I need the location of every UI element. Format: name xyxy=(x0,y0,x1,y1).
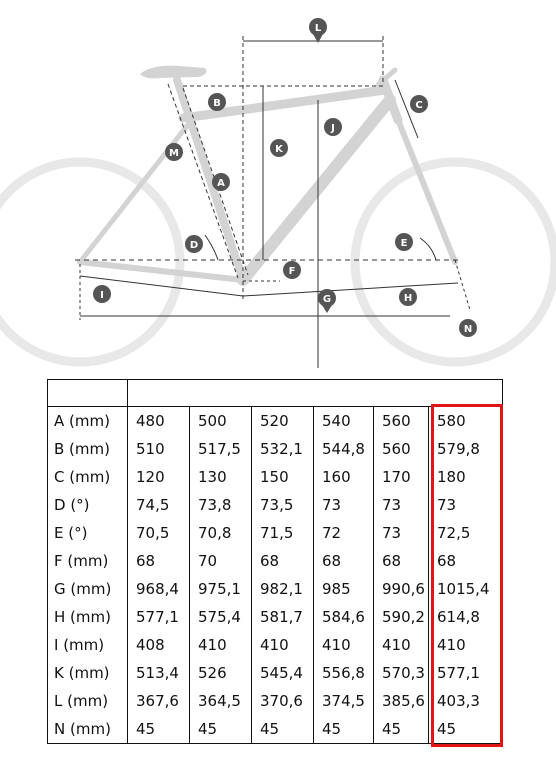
table-row xyxy=(48,547,503,575)
table-row xyxy=(48,491,503,519)
value-cell: 71,5 xyxy=(252,519,314,547)
value-cell: 570,3 xyxy=(374,659,429,687)
value-cell: 68 xyxy=(128,547,190,575)
marker-B xyxy=(208,93,226,111)
value-cell: 74,5 xyxy=(128,491,190,519)
svg-text:K: K xyxy=(275,144,283,155)
row-label: G (mm) xyxy=(48,575,128,603)
marker-F xyxy=(283,261,301,279)
value-cell: 526 xyxy=(190,659,252,687)
value-cell: 982,1 xyxy=(252,575,314,603)
value-cell: 45 xyxy=(252,715,314,744)
row-label: D (°) xyxy=(48,491,128,519)
value-cell: 410 xyxy=(429,631,503,659)
table-row xyxy=(48,603,503,631)
table-row xyxy=(48,631,503,659)
value-cell: 480 xyxy=(128,407,190,436)
row-label: E (°) xyxy=(48,519,128,547)
value-cell: 560 xyxy=(374,435,429,463)
svg-text:G: G xyxy=(322,294,332,305)
svg-text:E: E xyxy=(400,238,408,249)
marker-I xyxy=(93,285,111,303)
value-cell: 70 xyxy=(190,547,252,575)
value-cell: 73,8 xyxy=(190,491,252,519)
marker-J xyxy=(324,118,342,136)
value-cell: 73 xyxy=(429,491,503,519)
marker-M xyxy=(165,143,183,161)
svg-text:B: B xyxy=(213,98,221,109)
row-label: C (mm) xyxy=(48,463,128,491)
value-cell: 45 xyxy=(128,715,190,744)
value-cell: 364,5 xyxy=(190,687,252,715)
marker-D xyxy=(185,235,203,253)
marker-G xyxy=(318,289,336,313)
value-cell: 577,1 xyxy=(429,659,503,687)
svg-text:A: A xyxy=(217,178,225,189)
table-row xyxy=(48,435,503,463)
value-cell: 584,6 xyxy=(314,603,374,631)
value-cell: 513,4 xyxy=(128,659,190,687)
value-cell: 170 xyxy=(374,463,429,491)
svg-text:D: D xyxy=(189,240,199,251)
svg-text:H: H xyxy=(403,293,413,304)
value-cell: 45 xyxy=(374,715,429,744)
row-label: A (mm) xyxy=(48,407,128,436)
value-cell: 540 xyxy=(314,407,374,436)
value-cell: 500 xyxy=(190,407,252,436)
svg-text:M: M xyxy=(169,148,179,159)
value-cell: 45 xyxy=(190,715,252,744)
value-cell: 73 xyxy=(374,519,429,547)
value-cell: 370,6 xyxy=(252,687,314,715)
value-cell: 68 xyxy=(252,547,314,575)
value-cell: 517,5 xyxy=(190,435,252,463)
value-cell: 510 xyxy=(128,435,190,463)
row-label: H (mm) xyxy=(48,603,128,631)
row-label: K (mm) xyxy=(48,659,128,687)
value-cell: 577,1 xyxy=(128,603,190,631)
value-cell: 410 xyxy=(314,631,374,659)
table-row xyxy=(48,659,503,687)
down-tube xyxy=(243,100,390,280)
value-cell: 120 xyxy=(128,463,190,491)
value-cell: 150 xyxy=(252,463,314,491)
row-label: I (mm) xyxy=(48,631,128,659)
value-cell: 590,2 xyxy=(374,603,429,631)
value-cell: 545,4 xyxy=(252,659,314,687)
value-cell: 410 xyxy=(252,631,314,659)
value-cell: 68 xyxy=(374,547,429,575)
value-cell: 1015,4 xyxy=(429,575,503,603)
value-cell: 385,6 xyxy=(374,687,429,715)
value-cell: 581,7 xyxy=(252,603,314,631)
value-cell: 985 xyxy=(314,575,374,603)
marker-C xyxy=(410,95,428,113)
value-cell: 73 xyxy=(314,491,374,519)
table-row xyxy=(48,687,503,715)
value-cell: 68 xyxy=(314,547,374,575)
value-cell: 73,5 xyxy=(252,491,314,519)
header-cell-sizes xyxy=(128,380,503,407)
marker-N xyxy=(459,319,477,337)
value-cell: 160 xyxy=(314,463,374,491)
value-cell: 532,1 xyxy=(252,435,314,463)
value-cell: 408 xyxy=(128,631,190,659)
marker-L xyxy=(309,18,327,43)
bike-geometry-diagram xyxy=(0,0,556,372)
row-label: L (mm) xyxy=(48,687,128,715)
table-row xyxy=(48,575,503,603)
svg-text:L: L xyxy=(314,23,322,34)
value-cell: 45 xyxy=(314,715,374,744)
value-cell: 72,5 xyxy=(429,519,503,547)
marker-A xyxy=(212,173,230,191)
marker-E xyxy=(395,233,413,251)
value-cell: 544,8 xyxy=(314,435,374,463)
value-cell: 367,6 xyxy=(128,687,190,715)
value-cell: 72 xyxy=(314,519,374,547)
value-cell: 975,1 xyxy=(190,575,252,603)
value-cell: 575,4 xyxy=(190,603,252,631)
svg-text:N: N xyxy=(463,324,473,335)
table-row xyxy=(48,519,503,547)
value-cell: 990,6 xyxy=(374,575,429,603)
value-cell: 968,4 xyxy=(128,575,190,603)
marker-H xyxy=(399,288,417,306)
value-cell: 73 xyxy=(374,491,429,519)
value-cell: 579,8 xyxy=(429,435,503,463)
value-cell: 410 xyxy=(190,631,252,659)
value-cell: 614,8 xyxy=(429,603,503,631)
row-label: B (mm) xyxy=(48,435,128,463)
header-cell-empty xyxy=(48,380,128,407)
dimension-lines xyxy=(75,36,473,368)
table-header-row xyxy=(48,380,503,407)
table-row xyxy=(48,407,503,436)
value-cell: 130 xyxy=(190,463,252,491)
table-row xyxy=(48,463,503,491)
marker-K xyxy=(270,139,288,157)
value-cell: 70,5 xyxy=(128,519,190,547)
value-cell: 556,8 xyxy=(314,659,374,687)
value-cell: 520 xyxy=(252,407,314,436)
table-row xyxy=(48,715,503,744)
value-cell: 70,8 xyxy=(190,519,252,547)
geometry-table xyxy=(47,379,503,744)
value-cell: 560 xyxy=(374,407,429,436)
svg-text:F: F xyxy=(288,266,296,277)
chain-stay xyxy=(80,262,243,280)
svg-text:C: C xyxy=(415,100,423,111)
svg-text:J: J xyxy=(331,123,335,134)
value-cell: 374,5 xyxy=(314,687,374,715)
value-cell: 45 xyxy=(429,715,503,744)
row-label: F (mm) xyxy=(48,547,128,575)
svg-text:I: I xyxy=(100,290,104,301)
value-cell: 580 xyxy=(429,407,503,436)
value-cell: 410 xyxy=(374,631,429,659)
value-cell: 403,3 xyxy=(429,687,503,715)
value-cell: 180 xyxy=(429,463,503,491)
value-cell: 68 xyxy=(429,547,503,575)
saddle xyxy=(140,66,206,79)
row-label: N (mm) xyxy=(48,715,128,744)
